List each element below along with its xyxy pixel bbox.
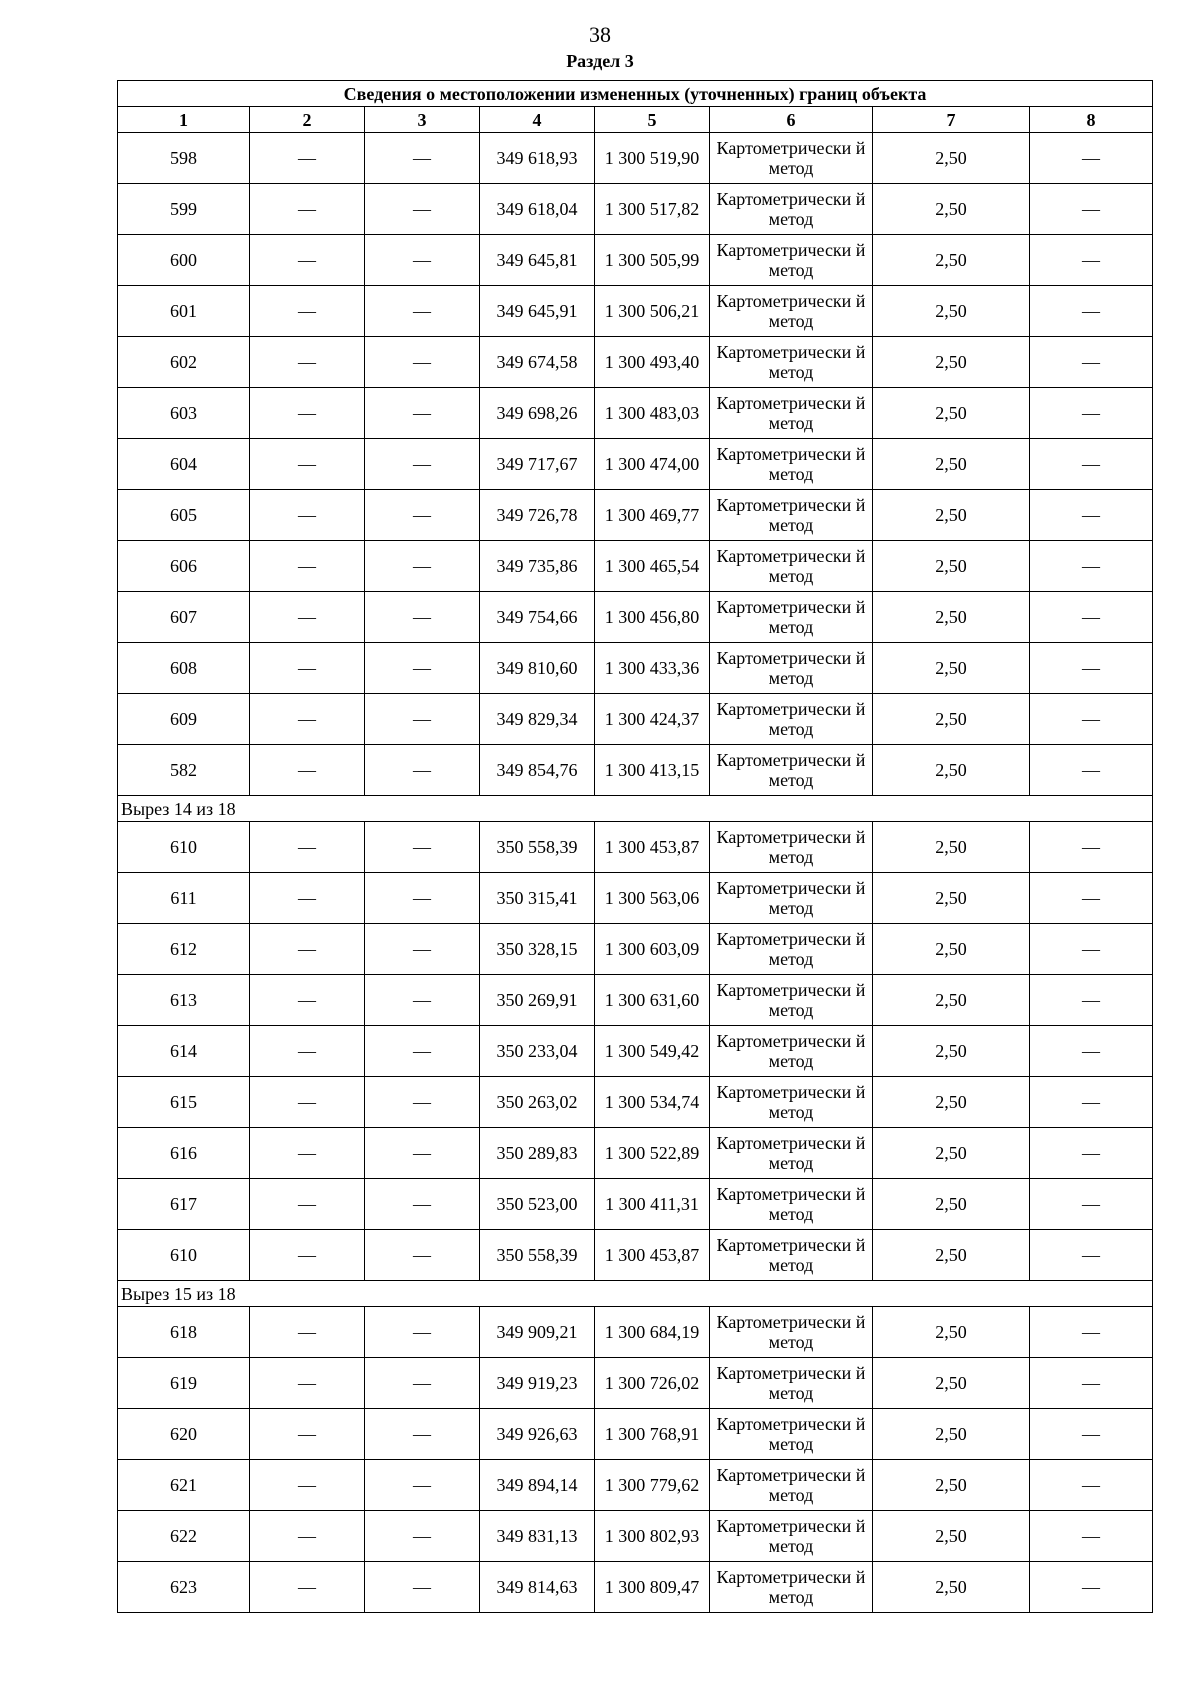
col8-value: — — [1030, 439, 1153, 490]
y-coordinate: 1 300 631,60 — [595, 975, 710, 1026]
method: Картометрически й метод — [710, 133, 873, 184]
x-coordinate: 349 926,63 — [480, 1409, 595, 1460]
col3-value: — — [365, 1128, 480, 1179]
y-coordinate: 1 300 493,40 — [595, 337, 710, 388]
table-row — [118, 490, 1153, 541]
x-coordinate: 350 263,02 — [480, 1077, 595, 1128]
x-coordinate: 350 558,39 — [480, 1230, 595, 1281]
y-coordinate: 1 300 563,06 — [595, 873, 710, 924]
method: Картометрически й метод — [710, 1128, 873, 1179]
table-row — [118, 1358, 1153, 1409]
col3-value: — — [365, 1511, 480, 1562]
precision: 2,50 — [873, 694, 1030, 745]
y-coordinate: 1 300 517,82 — [595, 184, 710, 235]
col2-value: — — [250, 745, 365, 796]
x-coordinate: 349 919,23 — [480, 1358, 595, 1409]
column-number: 3 — [365, 107, 480, 133]
y-coordinate: 1 300 469,77 — [595, 490, 710, 541]
table-row — [118, 1077, 1153, 1128]
column-number: 8 — [1030, 107, 1153, 133]
precision: 2,50 — [873, 184, 1030, 235]
col3-value: — — [365, 924, 480, 975]
y-coordinate: 1 300 505,99 — [595, 235, 710, 286]
col3-value: — — [365, 541, 480, 592]
precision: 2,50 — [873, 1179, 1030, 1230]
point-number: 622 — [118, 1511, 250, 1562]
y-coordinate: 1 300 549,42 — [595, 1026, 710, 1077]
method: Картометрически й метод — [710, 1077, 873, 1128]
precision: 2,50 — [873, 1128, 1030, 1179]
table-row — [118, 184, 1153, 235]
col2-value: — — [250, 1230, 365, 1281]
point-number: 619 — [118, 1358, 250, 1409]
table-row — [118, 924, 1153, 975]
x-coordinate: 349 814,63 — [480, 1562, 595, 1613]
col3-value: — — [365, 1358, 480, 1409]
col2-value: — — [250, 1307, 365, 1358]
y-coordinate: 1 300 453,87 — [595, 1230, 710, 1281]
col3-value: — — [365, 133, 480, 184]
table-row — [118, 873, 1153, 924]
precision: 2,50 — [873, 388, 1030, 439]
col3-value: — — [365, 388, 480, 439]
precision: 2,50 — [873, 1358, 1030, 1409]
table-row — [118, 745, 1153, 796]
method: Картометрически й метод — [710, 388, 873, 439]
point-number: 601 — [118, 286, 250, 337]
table-row — [118, 541, 1153, 592]
column-number-row — [118, 107, 1153, 133]
col3-value: — — [365, 286, 480, 337]
precision: 2,50 — [873, 286, 1030, 337]
y-coordinate: 1 300 802,93 — [595, 1511, 710, 1562]
point-number: 623 — [118, 1562, 250, 1613]
col2-value: — — [250, 235, 365, 286]
precision: 2,50 — [873, 745, 1030, 796]
y-coordinate: 1 300 456,80 — [595, 592, 710, 643]
col8-value: — — [1030, 873, 1153, 924]
method: Картометрически й метод — [710, 490, 873, 541]
y-coordinate: 1 300 684,19 — [595, 1307, 710, 1358]
x-coordinate: 350 558,39 — [480, 822, 595, 873]
point-number: 610 — [118, 1230, 250, 1281]
col2-value: — — [250, 873, 365, 924]
col3-value: — — [365, 694, 480, 745]
point-number: 608 — [118, 643, 250, 694]
group-label-row — [118, 796, 1153, 822]
table-body — [118, 133, 1153, 1613]
precision: 2,50 — [873, 337, 1030, 388]
x-coordinate: 349 829,34 — [480, 694, 595, 745]
method: Картометрически й метод — [710, 439, 873, 490]
table-row — [118, 822, 1153, 873]
col8-value: — — [1030, 1358, 1153, 1409]
group-label-row — [118, 1281, 1153, 1307]
precision: 2,50 — [873, 1077, 1030, 1128]
precision: 2,50 — [873, 1511, 1030, 1562]
y-coordinate: 1 300 809,47 — [595, 1562, 710, 1613]
col8-value: — — [1030, 975, 1153, 1026]
col3-value: — — [365, 1230, 480, 1281]
method: Картометрически й метод — [710, 1179, 873, 1230]
col8-value: — — [1030, 1230, 1153, 1281]
col8-value: — — [1030, 1511, 1153, 1562]
column-number: 7 — [873, 107, 1030, 133]
method: Картометрически й метод — [710, 235, 873, 286]
table-row — [118, 337, 1153, 388]
precision: 2,50 — [873, 1230, 1030, 1281]
table-row — [118, 235, 1153, 286]
precision: 2,50 — [873, 1026, 1030, 1077]
col2-value: — — [250, 1511, 365, 1562]
col8-value: — — [1030, 1179, 1153, 1230]
precision: 2,50 — [873, 235, 1030, 286]
point-number: 621 — [118, 1460, 250, 1511]
method: Картометрически й метод — [710, 924, 873, 975]
x-coordinate: 350 315,41 — [480, 873, 595, 924]
col3-value: — — [365, 1562, 480, 1613]
group-label: Вырез 14 из 18 — [118, 796, 1153, 822]
x-coordinate: 349 618,04 — [480, 184, 595, 235]
precision: 2,50 — [873, 643, 1030, 694]
point-number: 611 — [118, 873, 250, 924]
x-coordinate: 350 269,91 — [480, 975, 595, 1026]
col3-value: — — [365, 1460, 480, 1511]
col8-value: — — [1030, 592, 1153, 643]
col3-value: — — [365, 1077, 480, 1128]
precision: 2,50 — [873, 1307, 1030, 1358]
point-number: 615 — [118, 1077, 250, 1128]
col8-value: — — [1030, 1026, 1153, 1077]
table-row — [118, 1409, 1153, 1460]
col8-value: — — [1030, 1562, 1153, 1613]
y-coordinate: 1 300 474,00 — [595, 439, 710, 490]
y-coordinate: 1 300 413,15 — [595, 745, 710, 796]
table-row — [118, 1179, 1153, 1230]
x-coordinate: 349 674,58 — [480, 337, 595, 388]
table-row — [118, 1026, 1153, 1077]
precision: 2,50 — [873, 490, 1030, 541]
col8-value: — — [1030, 1307, 1153, 1358]
x-coordinate: 350 328,15 — [480, 924, 595, 975]
col2-value: — — [250, 975, 365, 1026]
col3-value: — — [365, 337, 480, 388]
x-coordinate: 349 717,67 — [480, 439, 595, 490]
y-coordinate: 1 300 522,89 — [595, 1128, 710, 1179]
x-coordinate: 349 754,66 — [480, 592, 595, 643]
col2-value: — — [250, 1358, 365, 1409]
method: Картометрически й метод — [710, 975, 873, 1026]
method: Картометрически й метод — [710, 1460, 873, 1511]
precision: 2,50 — [873, 1409, 1030, 1460]
x-coordinate: 349 645,81 — [480, 235, 595, 286]
col2-value: — — [250, 439, 365, 490]
point-number: 600 — [118, 235, 250, 286]
method: Картометрически й метод — [710, 1562, 873, 1613]
precision: 2,50 — [873, 439, 1030, 490]
point-number: 599 — [118, 184, 250, 235]
col8-value: — — [1030, 184, 1153, 235]
y-coordinate: 1 300 779,62 — [595, 1460, 710, 1511]
col8-value: — — [1030, 490, 1153, 541]
col3-value: — — [365, 745, 480, 796]
col8-value: — — [1030, 541, 1153, 592]
col2-value: — — [250, 1562, 365, 1613]
table-row — [118, 1511, 1153, 1562]
point-number: 582 — [118, 745, 250, 796]
precision: 2,50 — [873, 1562, 1030, 1613]
x-coordinate: 349 726,78 — [480, 490, 595, 541]
col2-value: — — [250, 388, 365, 439]
x-coordinate: 350 233,04 — [480, 1026, 595, 1077]
col8-value: — — [1030, 337, 1153, 388]
y-coordinate: 1 300 519,90 — [595, 133, 710, 184]
y-coordinate: 1 300 483,03 — [595, 388, 710, 439]
point-number: 602 — [118, 337, 250, 388]
y-coordinate: 1 300 453,87 — [595, 822, 710, 873]
method: Картометрически й метод — [710, 286, 873, 337]
method: Картометрически й метод — [710, 1409, 873, 1460]
y-coordinate: 1 300 424,37 — [595, 694, 710, 745]
point-number: 613 — [118, 975, 250, 1026]
x-coordinate: 349 698,26 — [480, 388, 595, 439]
method: Картометрически й метод — [710, 694, 873, 745]
point-number: 620 — [118, 1409, 250, 1460]
x-coordinate: 349 854,76 — [480, 745, 595, 796]
y-coordinate: 1 300 726,02 — [595, 1358, 710, 1409]
col2-value: — — [250, 643, 365, 694]
table-row — [118, 694, 1153, 745]
col2-value: — — [250, 541, 365, 592]
x-coordinate: 349 894,14 — [480, 1460, 595, 1511]
table-row — [118, 592, 1153, 643]
method: Картометрически й метод — [710, 592, 873, 643]
col2-value: — — [250, 592, 365, 643]
x-coordinate: 349 909,21 — [480, 1307, 595, 1358]
col8-value: — — [1030, 286, 1153, 337]
group-label: Вырез 15 из 18 — [118, 1281, 1153, 1307]
col8-value: — — [1030, 235, 1153, 286]
x-coordinate: 349 618,93 — [480, 133, 595, 184]
col8-value: — — [1030, 388, 1153, 439]
column-number: 1 — [118, 107, 250, 133]
col8-value: — — [1030, 924, 1153, 975]
col8-value: — — [1030, 1409, 1153, 1460]
col3-value: — — [365, 490, 480, 541]
precision: 2,50 — [873, 592, 1030, 643]
table-row — [118, 1307, 1153, 1358]
point-number: 610 — [118, 822, 250, 873]
col3-value: — — [365, 873, 480, 924]
table-caption: Сведения о местоположении измененных (уточненных) границ объекта — [118, 81, 1153, 107]
col2-value: — — [250, 1128, 365, 1179]
y-coordinate: 1 300 768,91 — [595, 1409, 710, 1460]
precision: 2,50 — [873, 975, 1030, 1026]
table-row — [118, 1230, 1153, 1281]
y-coordinate: 1 300 465,54 — [595, 541, 710, 592]
col2-value: — — [250, 133, 365, 184]
col3-value: — — [365, 1307, 480, 1358]
col8-value: — — [1030, 822, 1153, 873]
col2-value: — — [250, 1077, 365, 1128]
precision: 2,50 — [873, 924, 1030, 975]
point-number: 606 — [118, 541, 250, 592]
col2-value: — — [250, 924, 365, 975]
point-number: 618 — [118, 1307, 250, 1358]
col2-value: — — [250, 1179, 365, 1230]
col8-value: — — [1030, 1128, 1153, 1179]
method: Картометрически й метод — [710, 873, 873, 924]
point-number: 617 — [118, 1179, 250, 1230]
col3-value: — — [365, 975, 480, 1026]
col3-value: — — [365, 1409, 480, 1460]
col3-value: — — [365, 184, 480, 235]
table-row — [118, 975, 1153, 1026]
table-row — [118, 439, 1153, 490]
table-row — [118, 388, 1153, 439]
table-row — [118, 133, 1153, 184]
page-number: 38 — [589, 22, 611, 47]
x-coordinate: 349 810,60 — [480, 643, 595, 694]
method: Картометрически й метод — [710, 745, 873, 796]
method: Картометрически й метод — [710, 1307, 873, 1358]
col8-value: — — [1030, 1077, 1153, 1128]
method: Картометрически й метод — [710, 1358, 873, 1409]
table-row — [118, 286, 1153, 337]
precision: 2,50 — [873, 873, 1030, 924]
col2-value: — — [250, 1409, 365, 1460]
col8-value: — — [1030, 133, 1153, 184]
y-coordinate: 1 300 411,31 — [595, 1179, 710, 1230]
point-number: 607 — [118, 592, 250, 643]
col8-value: — — [1030, 1460, 1153, 1511]
col2-value: — — [250, 184, 365, 235]
precision: 2,50 — [873, 541, 1030, 592]
col3-value: — — [365, 592, 480, 643]
x-coordinate: 350 523,00 — [480, 1179, 595, 1230]
method: Картометрически й метод — [710, 1511, 873, 1562]
method: Картометрически й метод — [710, 643, 873, 694]
method: Картометрически й метод — [710, 822, 873, 873]
boundary-coordinates-table — [117, 80, 1153, 1613]
method: Картометрически й метод — [710, 541, 873, 592]
method: Картометрически й метод — [710, 337, 873, 388]
point-number: 598 — [118, 133, 250, 184]
col2-value: — — [250, 490, 365, 541]
precision: 2,50 — [873, 133, 1030, 184]
method: Картометрически й метод — [710, 184, 873, 235]
column-number: 4 — [480, 107, 595, 133]
y-coordinate: 1 300 603,09 — [595, 924, 710, 975]
table-row — [118, 1128, 1153, 1179]
col2-value: — — [250, 1026, 365, 1077]
col3-value: — — [365, 1026, 480, 1077]
col2-value: — — [250, 694, 365, 745]
column-number: 2 — [250, 107, 365, 133]
y-coordinate: 1 300 534,74 — [595, 1077, 710, 1128]
point-number: 614 — [118, 1026, 250, 1077]
col2-value: — — [250, 1460, 365, 1511]
col8-value: — — [1030, 694, 1153, 745]
precision: 2,50 — [873, 822, 1030, 873]
precision: 2,50 — [873, 1460, 1030, 1511]
col3-value: — — [365, 1179, 480, 1230]
section-title: Раздел 3 — [566, 51, 634, 71]
method: Картометрически й метод — [710, 1230, 873, 1281]
col3-value: — — [365, 822, 480, 873]
x-coordinate: 349 735,86 — [480, 541, 595, 592]
x-coordinate: 349 831,13 — [480, 1511, 595, 1562]
point-number: 612 — [118, 924, 250, 975]
col3-value: — — [365, 439, 480, 490]
col8-value: — — [1030, 643, 1153, 694]
point-number: 609 — [118, 694, 250, 745]
point-number: 603 — [118, 388, 250, 439]
col2-value: — — [250, 822, 365, 873]
table-row — [118, 643, 1153, 694]
x-coordinate: 350 289,83 — [480, 1128, 595, 1179]
column-number: 6 — [710, 107, 873, 133]
point-number: 605 — [118, 490, 250, 541]
table-row — [118, 1460, 1153, 1511]
y-coordinate: 1 300 506,21 — [595, 286, 710, 337]
point-number: 616 — [118, 1128, 250, 1179]
table-row — [118, 1562, 1153, 1613]
col8-value: — — [1030, 745, 1153, 796]
column-number: 5 — [595, 107, 710, 133]
col2-value: — — [250, 337, 365, 388]
method: Картометрически й метод — [710, 1026, 873, 1077]
col3-value: — — [365, 235, 480, 286]
x-coordinate: 349 645,91 — [480, 286, 595, 337]
point-number: 604 — [118, 439, 250, 490]
col2-value: — — [250, 286, 365, 337]
col3-value: — — [365, 643, 480, 694]
y-coordinate: 1 300 433,36 — [595, 643, 710, 694]
